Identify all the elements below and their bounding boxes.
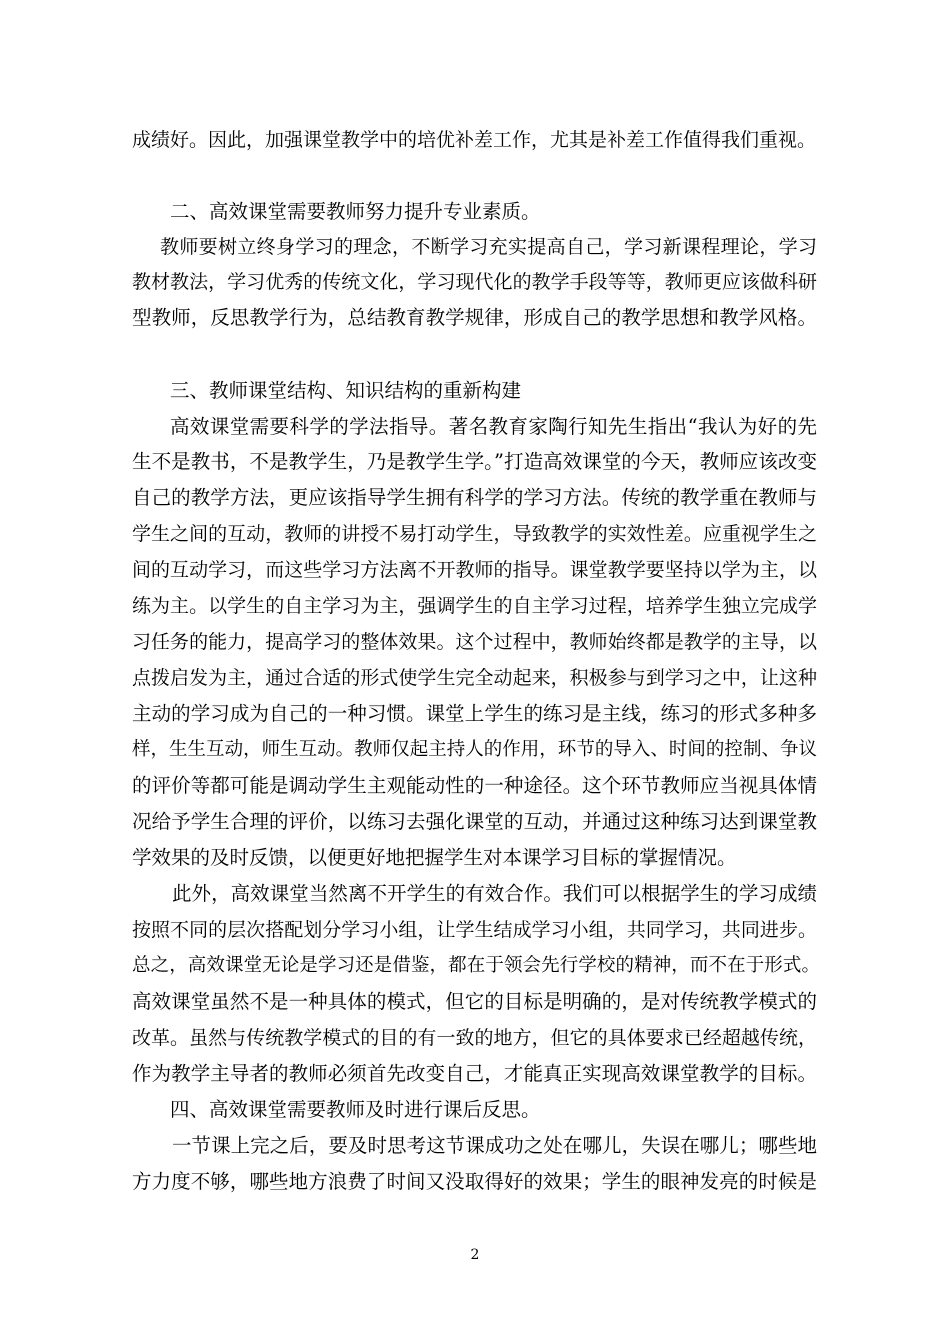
body-text-line: 间的互动学习，而这些学习方法离不开教师的指导。课堂教学要坚持以学为主，以 (132, 559, 817, 581)
body-text-line: 高效课堂需要科学的学法指导。著名教育家陶行知先生指出“我认为好的先 (170, 415, 817, 438)
body-text-line: 方力度不够，哪些地方浪费了时间又没取得好的效果；学生的眼神发亮的时候是 (132, 1170, 817, 1193)
body-text-line: 学效果的及时反馈，以便更好地把握学生对本课学习目标的掌握情况。 (132, 846, 737, 869)
body-text-line: 一节课上完之后，要及时思考这节课成功之处在哪儿，失误在哪儿；哪些地 (172, 1134, 817, 1157)
body-text-line: 况给予学生合理的评价，以练习去强化课堂的互动，并通过这种练习达到课堂教 (132, 810, 817, 833)
body-text-line: 练为主。以学生的自主学习为主，强调学生的自主学习过程，培养学生独立完成学 (132, 595, 817, 617)
body-text-line: 型教师，反思教学行为，总结教育教学规律，形成自己的教学思想和教学风格。 (132, 306, 817, 329)
body-text-line: 成绩好。因此，加强课堂教学中的培优补差工作，尤其是补差工作值得我们重视。 (132, 129, 817, 151)
body-text-line: 高效课堂虽然不是一种具体的模式，但它的目标是明确的，是对传统教学模式的 (132, 990, 817, 1013)
body-text-line: 生不是教书，不是教学生，乃是教学生学。”打造高效课堂的今天，教师应该改变 (132, 450, 817, 473)
body-text-line: 总之，高效课堂无论是学习还是借鉴，都在于领会先行学校的精神，而不在于形式。 (132, 955, 820, 976)
body-text-line: 点拨启发为主，通过合适的形式使学生完全动起来，积极参与到学习之中，让这种 (132, 667, 817, 689)
body-text-line: 改革。虽然与传统教学模式的目的有一致的地方，但它的具体要求已经超越传统， (132, 1027, 817, 1049)
section-heading-4: 四、高效课堂需要教师及时进行课后反思。 (170, 1098, 541, 1121)
body-text-line: 主动的学习成为自己的一种习惯。课堂上学生的练习是主线，练习的形式多种多 (132, 702, 817, 725)
page-number: 2 (470, 1247, 480, 1263)
body-text-line: 自己的教学方法，更应该指导学生拥有科学的学习方法。传统的教学重在教师与 (132, 486, 817, 509)
body-text-line: 教师要树立终身学习的理念，不断学习充实提高自己，学习新课程理论，学习 (160, 236, 817, 258)
body-text-line: 按照不同的层次搭配划分学习小组，让学生结成学习小组，共同学习，共同进步。 (132, 919, 817, 941)
body-text-line: 此外，高效课堂当然离不开学生的有效合作。我们可以根据学生的学习成绩 (172, 882, 817, 905)
section-heading-3: 三、教师课堂结构、知识结构的重新构建 (170, 379, 522, 402)
body-text-line: 学生之间的互动，教师的讲授不易打动学生，导致教学的实效性差。应重视学生之 (132, 523, 817, 545)
body-text-line: 作为教学主导者的教师必须首先改变自己，才能真正实现高效课堂教学的目标。 (132, 1062, 817, 1085)
body-text-line: 样，生生互动，师生互动。教师仅起主持人的作用，环节的导入、时间的控制、争议 (132, 739, 817, 760)
body-text-line: 习任务的能力，提高学习的整体效果。这个过程中，教师始终都是教学的主导，以 (132, 631, 817, 653)
body-text-line: 的评价等都可能是调动学生主观能动性的一种途径。这个环节教师应当视具体情 (132, 774, 817, 797)
body-text-line: 教材教法，学习优秀的传统文化，学习现代化的教学手段等等，教师更应该做科研 (132, 271, 817, 293)
section-heading-2: 二、高效课堂需要教师努力提升专业素质。 (170, 200, 541, 223)
